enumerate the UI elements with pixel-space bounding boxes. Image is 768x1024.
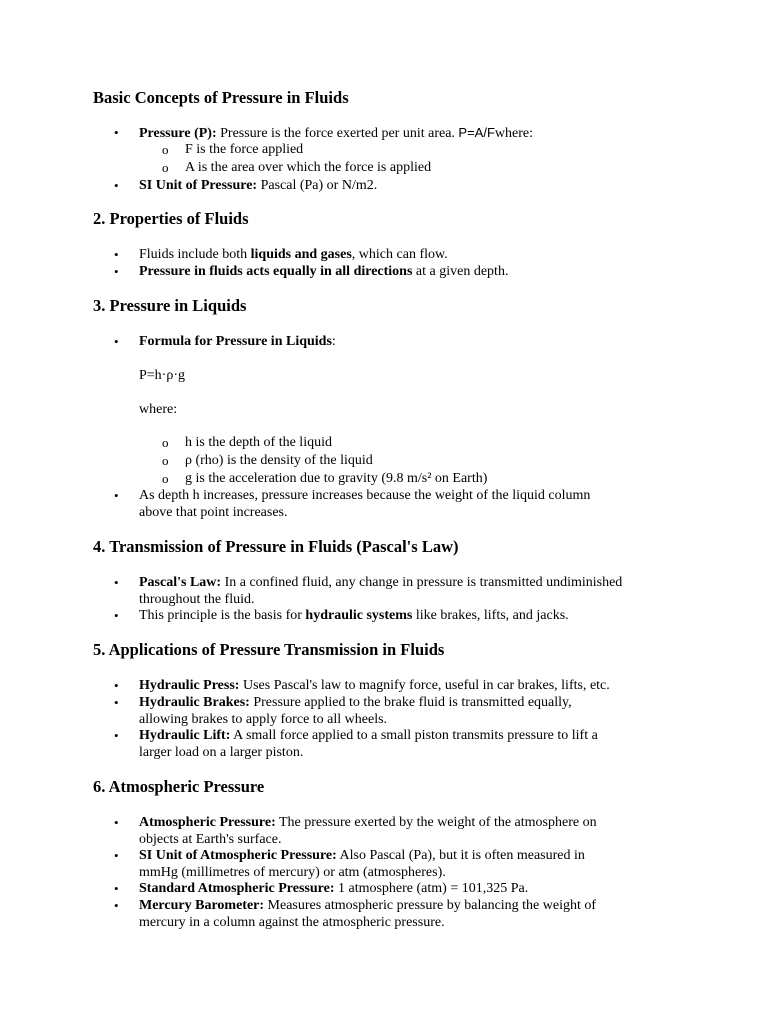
list-item-pressure: • Pressure (P): Pressure is the force exerted per unit area. P=A/Fwhere: xyxy=(114,125,533,141)
list-item-pascals-law: • Pascal's Law: In a confined fluid, any change in pressure is transmitted undiminished throughout the fluid. xyxy=(114,575,623,607)
list-item-hydraulic-brakes: • Hydraulic Brakes: Pressure applied to the brake fluid is transmitted equally, allowing brakes to apply force to all wheels. xyxy=(114,695,572,727)
heading-applications: 5. Applications of Pressure Transmission in Fluids xyxy=(93,640,445,659)
list-item-hydraulic-basis: • This principle is the basis for hydraulic systems like brakes, lifts, and jacks. xyxy=(114,608,569,623)
bullet: • xyxy=(114,815,119,830)
bullet: • xyxy=(114,848,119,863)
sub-bullet: o xyxy=(162,453,169,468)
bullet: • xyxy=(114,575,119,590)
sub-item-force: o F is the force applied xyxy=(162,142,304,157)
sub-bullet: o xyxy=(162,435,169,450)
list-item-formula: • Formula for Pressure in Liquids: xyxy=(114,334,336,349)
list-item-equal-pressure: • Pressure in fluids acts equally in all directions at a given depth. xyxy=(114,264,509,279)
formula-block: P=h·ρ·g xyxy=(139,368,185,383)
heading-pascals-law: 4. Transmission of Pressure in Fluids (Pascal's Law) xyxy=(93,537,459,556)
sub-item-density: o ρ (rho) is the density of the liquid xyxy=(162,453,373,468)
bullet: • xyxy=(114,608,119,623)
list-item-hydraulic-press: • Hydraulic Press: Uses Pascal's law to magnify force, useful in car brakes, lifts, etc. xyxy=(114,678,610,693)
list-item-hydraulic-lift: • Hydraulic Lift: A small force applied to a small piston transmits pressure to lift a larger load on a larger piston. xyxy=(114,728,598,760)
list-item-atmospheric-pressure: • Atmospheric Pressure: The pressure exerted by the weight of the atmosphere on objects at Earth's surface. xyxy=(114,815,597,847)
sub-item-area: o A is the area over which the force is applied xyxy=(162,160,432,175)
bullet: • xyxy=(114,264,119,279)
bullet: • xyxy=(114,881,119,896)
sub-item-gravity: o g is the acceleration due to gravity (9.8 m/s² on Earth) xyxy=(162,471,488,486)
where-text: where: xyxy=(139,402,178,417)
bullet: • xyxy=(114,178,119,193)
bullet: • xyxy=(114,695,119,710)
list-item-standard-atm: • Standard Atmospheric Pressure: 1 atmosphere (atm) = 101,325 Pa. xyxy=(114,881,529,896)
sub-bullet: o xyxy=(162,471,169,486)
sub-bullet: o xyxy=(162,142,169,157)
heading-atmospheric: 6. Atmospheric Pressure xyxy=(93,777,265,796)
bullet: • xyxy=(114,334,119,349)
bullet: • xyxy=(114,678,119,693)
bullet: • xyxy=(114,728,119,743)
heading-basic-concepts: Basic Concepts of Pressure in Fluids xyxy=(93,88,349,107)
formula-inline: P=A/F xyxy=(458,125,495,140)
bullet: • xyxy=(114,125,119,140)
list-item-mercury-barometer: • Mercury Barometer: Measures atmospheric pressure by balancing the weight of mercury in a column against the atmospheric pressure. xyxy=(114,898,597,930)
sub-item-depth: o h is the depth of the liquid xyxy=(162,435,332,450)
bullet: • xyxy=(114,898,119,913)
heading-pressure-liquids: 3. Pressure in Liquids xyxy=(93,296,247,315)
sub-bullet: o xyxy=(162,160,169,175)
bullet: • xyxy=(114,488,119,503)
bullet: • xyxy=(114,247,119,262)
list-item-si-atmospheric: • SI Unit of Atmospheric Pressure: Also Pascal (Pa), but it is often measured in mmHg (millimetres of mercury) or atm (atmospheres). xyxy=(114,848,585,880)
list-item-si-unit: • SI Unit of Pressure: Pascal (Pa) or N/m2. xyxy=(114,178,378,193)
list-item-depth-increase: • As depth h increases, pressure increases because the weight of the liquid column above that point increases. xyxy=(114,488,591,520)
list-item-fluids-include: • Fluids include both liquids and gases, which can flow. xyxy=(114,247,448,262)
heading-properties: 2. Properties of Fluids xyxy=(93,209,249,228)
